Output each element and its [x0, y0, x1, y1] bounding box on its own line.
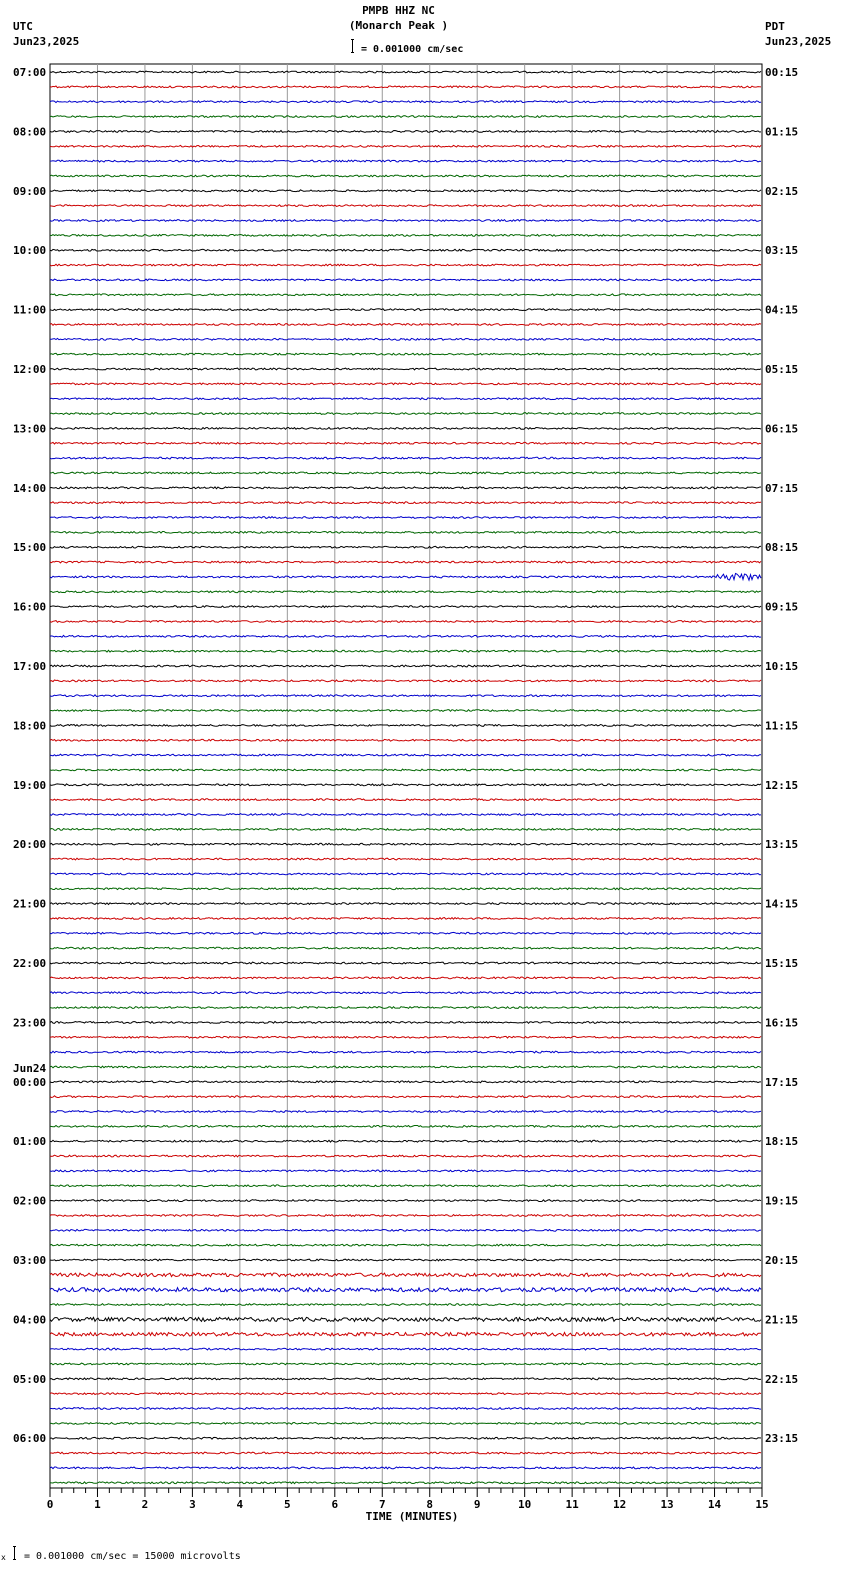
trace-row-14: [50, 279, 761, 281]
right-timezone: PDT: [765, 20, 785, 33]
trace-row-24: [50, 428, 761, 430]
trace-row-63: [50, 1007, 761, 1009]
right-hour-label: 14:15: [765, 897, 799, 911]
right-hour-label: 01:15: [765, 125, 799, 139]
left-hour-label: 09:00: [13, 184, 47, 198]
trace-row-84: [50, 1317, 761, 1321]
right-hour-label: 10:15: [765, 660, 799, 673]
trace-row-78: [50, 1229, 761, 1231]
trace-row-16: [50, 309, 761, 311]
x-tick-label: 5: [284, 1498, 291, 1511]
trace-row-41: [50, 680, 761, 682]
trace-row-46: [50, 754, 761, 756]
right-hour-label: 11:15: [765, 719, 799, 733]
station-location: (Monarch Peak ): [348, 19, 449, 32]
footer-mark: x: [1, 1553, 6, 1562]
trace-row-37: [50, 621, 761, 623]
trace-row-32: [50, 546, 761, 548]
trace-row-58: [50, 932, 761, 934]
trace-row-82: [50, 1288, 761, 1292]
trace-row-38: [50, 635, 761, 637]
trace-row-91: [50, 1423, 761, 1425]
x-tick-label: 13: [660, 1498, 674, 1511]
trace-row-39: [50, 650, 761, 652]
left-hour-label: 23:00: [13, 1016, 47, 1030]
trace-row-93: [50, 1452, 761, 1454]
right-hour-label: 07:15: [765, 481, 799, 495]
trace-row-75: [50, 1185, 761, 1187]
trace-row-12: [50, 249, 761, 251]
trace-row-90: [50, 1408, 761, 1410]
trace-row-15: [50, 294, 761, 296]
trace-row-40: [50, 665, 761, 667]
trace-row-86: [50, 1348, 761, 1350]
right-hour-label: 02:15: [765, 184, 799, 198]
x-tick-label: 1: [94, 1498, 101, 1511]
right-hour-label: 12:15: [765, 778, 799, 792]
right-hour-label: 23:15: [765, 1432, 799, 1446]
trace-row-1: [50, 86, 761, 88]
trace-row-31: [50, 532, 761, 534]
trace-row-53: [50, 858, 761, 860]
x-tick-label: 4: [236, 1498, 244, 1511]
x-tick-label: 11: [565, 1498, 579, 1511]
x-tick-label: 3: [189, 1498, 196, 1511]
x-tick-label: 0: [46, 1498, 54, 1511]
trace-row-44: [50, 725, 761, 727]
left-hour-label: 22:00: [13, 957, 47, 970]
left-hour-label: 01:00: [13, 1135, 47, 1149]
trace-row-42: [50, 695, 761, 697]
trace-row-20: [50, 368, 761, 370]
trace-row-88: [50, 1378, 761, 1380]
left-hour-label: 13:00: [13, 422, 47, 436]
x-tick-label: 12: [612, 1498, 627, 1511]
trace-row-43: [50, 710, 761, 712]
trace-row-11: [50, 235, 761, 237]
right-hour-label: 04:15: [765, 303, 799, 317]
x-tick-label: 14: [707, 1498, 722, 1511]
trace-row-48: [50, 784, 761, 786]
trace-row-66: [50, 1051, 761, 1053]
right-hour-label: 20:15: [765, 1254, 799, 1267]
left-date: Jun23,2025: [13, 35, 80, 48]
trace-row-6: [50, 160, 761, 162]
left-hour-label: 03:00: [13, 1254, 47, 1267]
trace-row-59: [50, 947, 761, 949]
trace-row-56: [50, 903, 761, 905]
x-tick-label: 15: [755, 1498, 769, 1511]
trace-row-57: [50, 918, 761, 920]
trace-row-52: [50, 843, 761, 845]
trace-row-5: [50, 145, 761, 147]
left-hour-label: 11:00: [13, 303, 47, 317]
trace-row-25: [50, 442, 761, 444]
x-tick-label: 6: [331, 1498, 339, 1511]
trace-row-54: [50, 873, 761, 875]
left-hour-label: 10:00: [13, 244, 47, 258]
left-hour-label: 06:00: [13, 1432, 47, 1446]
right-hour-label: 15:15: [765, 957, 799, 970]
trace-row-73: [50, 1155, 761, 1157]
trace-row-70: [50, 1111, 761, 1113]
trace-row-80: [50, 1259, 761, 1261]
trace-row-17: [50, 324, 761, 326]
footer-scale-icon: [13, 1546, 16, 1560]
right-hour-label: 00:15: [765, 66, 799, 79]
trace-row-85: [50, 1333, 761, 1337]
left-hour-label: 04:00: [13, 1313, 47, 1327]
trace-row-76: [50, 1200, 761, 1202]
trace-row-26: [50, 457, 761, 459]
left-hour-label: 00:00: [13, 1075, 47, 1089]
right-hour-label: 05:15: [765, 363, 799, 376]
station-title: PMPB HHZ NC: [362, 4, 435, 17]
x-tick-label: 2: [141, 1498, 149, 1511]
right-hour-label: 16:15: [765, 1016, 799, 1030]
trace-row-7: [50, 175, 761, 177]
left-hour-label: 02:00: [13, 1194, 47, 1208]
trace-row-34: [50, 574, 761, 581]
trace-row-92: [50, 1437, 761, 1439]
trace-row-45: [50, 739, 761, 741]
trace-row-0: [50, 71, 761, 73]
trace-row-22: [50, 398, 761, 400]
left-hour-label: 21:00: [13, 897, 47, 911]
trace-row-50: [50, 814, 761, 816]
trace-row-10: [50, 220, 761, 222]
trace-row-33: [50, 561, 761, 563]
left-hour-label: 08:00: [13, 125, 47, 139]
trace-row-30: [50, 517, 761, 519]
trace-row-89: [50, 1393, 761, 1395]
left-hour-label: 14:00: [13, 481, 47, 495]
right-hour-label: 18:15: [765, 1135, 799, 1149]
x-tick-label: 9: [473, 1498, 481, 1511]
left-hour-label: 16:00: [13, 600, 47, 614]
trace-row-36: [50, 606, 761, 608]
trace-row-55: [50, 888, 761, 890]
trace-row-79: [50, 1244, 761, 1246]
trace-row-3: [50, 116, 761, 118]
trace-row-61: [50, 977, 761, 979]
right-hour-label: 09:15: [765, 600, 799, 614]
left-hour-label: 07:00: [13, 66, 47, 79]
trace-row-49: [50, 799, 761, 801]
trace-row-83: [50, 1304, 761, 1306]
right-hour-label: 03:15: [765, 244, 799, 258]
trace-row-2: [50, 101, 761, 103]
trace-row-18: [50, 338, 761, 340]
right-date: Jun23,2025: [765, 35, 832, 48]
right-hour-label: 19:15: [765, 1194, 799, 1208]
x-axis-label: TIME (MINUTES): [365, 1510, 459, 1523]
trace-row-69: [50, 1096, 761, 1098]
trace-row-27: [50, 472, 761, 474]
trace-row-4: [50, 131, 761, 133]
trace-row-95: [50, 1482, 761, 1484]
left-hour-label: 05:00: [13, 1372, 47, 1386]
trace-row-47: [50, 769, 761, 771]
trace-row-29: [50, 502, 761, 504]
trace-row-51: [50, 829, 761, 831]
trace-row-23: [50, 413, 761, 415]
trace-row-60: [50, 962, 761, 964]
trace-row-65: [50, 1036, 761, 1038]
footer-scale-note: = 0.001000 cm/sec = 15000 microvolts: [24, 1551, 241, 1562]
trace-row-87: [50, 1363, 761, 1365]
left-hour-label: 12:00: [13, 363, 47, 376]
trace-row-81: [50, 1273, 761, 1277]
trace-row-67: [50, 1066, 761, 1068]
trace-row-13: [50, 264, 761, 266]
trace-row-28: [50, 487, 761, 489]
right-hour-label: 22:15: [765, 1372, 799, 1386]
left-hour-label: 15:00: [13, 541, 47, 555]
trace-row-71: [50, 1126, 761, 1128]
right-hour-label: 17:15: [765, 1075, 799, 1089]
trace-row-8: [50, 190, 761, 192]
left-hour-label: 18:00: [13, 719, 47, 733]
right-hour-label: 13:15: [765, 838, 799, 852]
trace-row-62: [50, 992, 761, 994]
trace-row-72: [50, 1140, 761, 1142]
left-hour-label: 17:00: [13, 660, 47, 673]
x-tick-label: 10: [518, 1498, 532, 1511]
trace-row-74: [50, 1170, 761, 1172]
scale-label: = 0.001000 cm/sec: [361, 44, 464, 55]
trace-row-21: [50, 383, 761, 385]
left-hour-label: 19:00: [13, 778, 47, 792]
trace-row-68: [50, 1081, 761, 1083]
right-hour-label: 21:15: [765, 1313, 799, 1327]
left-hour-label: 20:00: [13, 838, 47, 852]
trace-row-77: [50, 1215, 761, 1217]
trace-row-19: [50, 353, 761, 355]
right-hour-label: 08:15: [765, 541, 799, 555]
x-tick-label: 8: [426, 1498, 434, 1511]
left-timezone: UTC: [13, 20, 33, 33]
x-tick-label: 7: [378, 1498, 386, 1511]
right-hour-label: 06:15: [765, 422, 799, 436]
trace-row-94: [50, 1467, 761, 1469]
trace-row-35: [50, 591, 761, 593]
trace-row-9: [50, 205, 761, 207]
date-change-label: Jun24: [13, 1061, 47, 1075]
trace-row-64: [50, 1022, 761, 1024]
